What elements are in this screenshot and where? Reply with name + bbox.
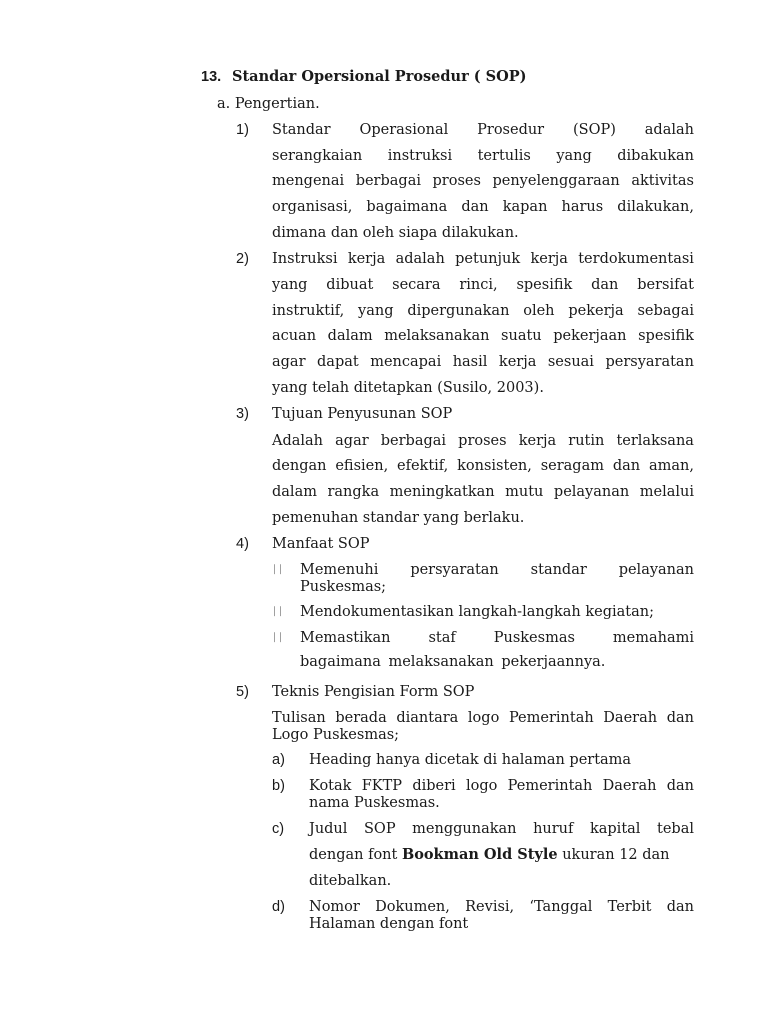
subitem-c-line-2-pre: dengan font [309,847,402,863]
subitem-c-line-1: Judul SOP menggunakan huruf kapital tebal [309,821,694,837]
item-3-title: Tujuan Penyusunan SOP [272,406,453,422]
item-2-line-2: yang dibuat secara rinci, spesifik dan bersifat [272,277,694,293]
item-1-line-5: dimana dan oleh siapa dilakukan. [272,225,519,241]
subitem-b-line-1: Kotak FKTP diberi logo Pemerintah Daerah dan [309,778,694,794]
section-number: 13. [201,69,222,85]
subitem-letter-b: b) [272,778,285,794]
subsection-heading: a. Pengertian. [217,96,320,112]
item-4-title: Manfaat SOP [272,536,370,552]
font-name-bold: Bookman Old Style [401,846,558,863]
item-3-line-2: dengan efisien, efektif, konsisten, seragam dan aman, [272,458,694,474]
item-1-line-2: serangkaian instruksi tertulis yang dibakukan [272,148,694,164]
subitem-letter-a: a) [272,752,285,768]
item-number-2: 2) [236,251,249,267]
item-5-line-1: Tulisan berada diantara logo Pemerintah Daerah dan [272,710,694,726]
bullet-3-line-2: bagaimana melaksanakan pekerjaannya. [300,654,606,670]
item-5-title: Teknis Pengisian Form SOP [272,684,475,700]
subitem-letter-c: c) [272,821,285,837]
subitem-d-line-1: Nomor Dokumen, Revisi, ‘Tanggal Terbit dan [309,899,694,915]
item-3-line-1: Adalah agar berbagai proses kerja rutin terlaksana [272,433,694,449]
subitem-c-line-2 [309,846,694,864]
bullet-1-line-2: Puskesmas; [300,579,387,595]
item-3-line-3: dalam rangka meningkatkan mutu pelayanan melalui [272,484,694,500]
item-1-line-4: organisasi, bagaimana dan kapan harus dilakukan, [272,199,694,215]
item-1-line-1: Standar Operasional Prosedur (SOP) adalah [272,122,694,138]
item-2-line-4: acuan dalam melaksanakan suatu pekerjaan spesifik [272,328,694,344]
subitem-c-line-3: ditebalkan. [309,873,392,889]
subitem-c-line-2-post: ukuran 12 dan [557,847,670,863]
subitem-d-line-2: Halaman dengan font [309,916,469,932]
section-title: Standar Opersional Prosedur ( SOP) [232,68,527,85]
item-number-3: 3) [236,406,249,422]
item-5-line-2: Logo Puskesmas; [272,727,400,743]
item-1-line-3: mengenai berbagai proses penyelenggaraan aktivitas [272,173,694,189]
item-number-4: 4) [236,536,249,552]
item-3-line-4: pemenuhan standar yang berlaku. [272,510,525,526]
bullet-3-line-1: Memastikan staf Puskesmas memahami [300,630,694,646]
bullet-icon: ∣∣ [272,606,284,617]
item-number-1: 1) [236,122,249,138]
item-2-line-5: agar dapat mencapai hasil kerja sesuai persyaratan [272,354,694,370]
subitem-b-line-2: nama Puskesmas. [309,795,440,811]
item-number-5: 5) [236,684,249,700]
item-2-line-1: Instruksi kerja adalah petunjuk kerja terdokumentasi [272,251,694,267]
item-2-line-6: yang telah ditetapkan (Susilo, 2003). [272,380,544,396]
bullet-1-line-1: Memenuhi persyaratan standar pelayanan [300,562,694,578]
bullet-icon: ∣∣ [272,632,284,643]
bullet-icon: ∣∣ [272,564,284,575]
item-2-line-3: instruktif, yang dipergunakan oleh pekerja sebagai [272,303,694,319]
bullet-2-line-1: Mendokumentasikan langkah-langkah kegiatan; [300,604,654,620]
subitem-a-line-1: Heading hanya dicetak di halaman pertama [309,752,632,768]
subitem-letter-d: d) [272,899,285,915]
